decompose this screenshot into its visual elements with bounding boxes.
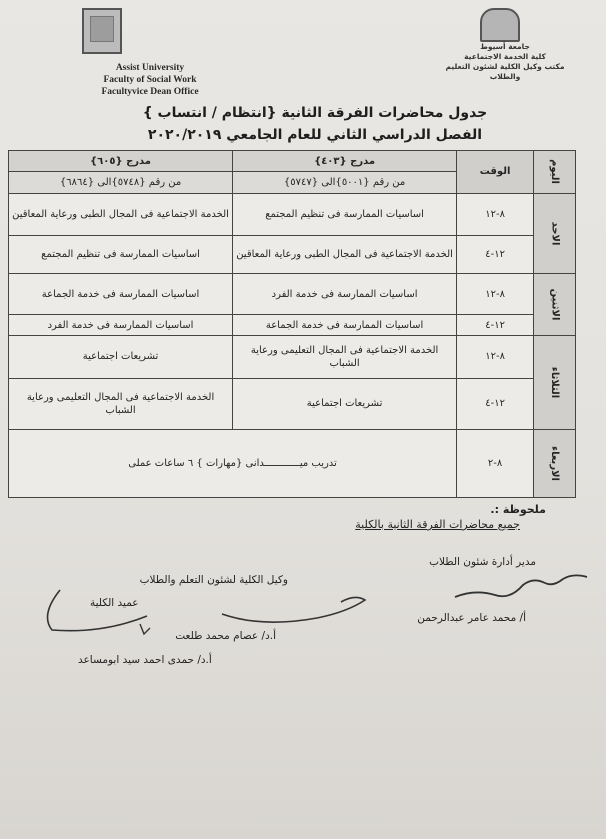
signature-students-affairs	[455, 575, 587, 597]
lecture-cell: اساسيات الممارسة فى خدمة الفرد	[9, 314, 233, 335]
english-header-line: Faculty of Social Work	[103, 75, 197, 85]
hall-b-range: من رقم {٥٧٤٨}الى {٦٨٦٤}	[9, 172, 233, 193]
english-header-line: Facultyvice Dean Office	[101, 87, 199, 97]
day-cell: الثلاثاء	[534, 336, 576, 430]
lecture-cell: اساسيات الممارسة فى خدمة الفرد	[233, 274, 457, 314]
hall-a-header: مدرج {٤٠٣}	[233, 151, 457, 172]
vice-dean-name: أ.د/ عصام محمد طلعت	[175, 630, 276, 642]
signature-vice-dean	[222, 597, 365, 622]
time-cell: ١٢-٤	[457, 314, 534, 335]
arabic-header-line: مكتب وكيل الكلية لشئون التعليم والطلاب	[445, 62, 565, 81]
dean-title: عميد الكلية	[90, 597, 139, 609]
lecture-cell: اساسيات الممارسة فى خدمة الجماعة	[233, 314, 457, 335]
time-column-header: الوقت	[457, 151, 534, 194]
hall-a-range: من رقم {٥٠٠١}الى {٥٧٤٧}	[233, 172, 457, 193]
time-cell: ١٢-٤	[457, 378, 534, 429]
semester-title: الفصل الدراسي الثاني للعام الجامعي ٢٠٢٠/٢٠١٩	[147, 127, 483, 143]
arabic-header-line: كلية الخدمة الاجتماعية	[464, 52, 546, 61]
time-cell: ٨-١٢	[457, 336, 534, 379]
schedule-title: جدول محاضرات الفرقة الثانية {انتظام / انتساب }	[142, 105, 488, 121]
day-cell: الاثنين	[534, 274, 576, 336]
students-affairs-title: مدير أدارة شئون الطلاب	[429, 556, 536, 568]
lecture-cell: الخدمة الاجتماعية فى المجال التعليمى ورعاية الشباب	[233, 336, 457, 379]
vice-dean-title: وكيل الكلية لشئون التعلم والطلاب	[139, 574, 288, 586]
lecture-cell: اساسيات الممارسة فى تنظيم المجتمع	[9, 236, 233, 274]
dean-name: أ.د/ حمدى احمد سيد ابومساعد	[78, 654, 212, 666]
time-cell: ٨-٢	[457, 429, 534, 497]
lecture-cell: الخدمة الاجتماعية فى المجال الطبى ورعاية المعاقين	[9, 193, 233, 236]
signature-dean-mark	[140, 624, 150, 634]
lecture-cell: اساسيات الممارسة فى تنظيم المجتمع	[233, 193, 457, 236]
students-affairs-name: أ/ محمد عامر عبدالرحمن	[417, 612, 526, 624]
day-cell: الاربعاء	[534, 429, 576, 497]
english-header-line: Assist University	[115, 63, 185, 73]
day-column-header: اليوم	[534, 151, 576, 194]
day-cell: الاحد	[534, 193, 576, 274]
time-cell: ٨-١٢	[457, 193, 534, 236]
note-label: ملحوظة :.	[490, 503, 546, 516]
lecture-cell: تشريعات اجتماعية	[233, 378, 457, 429]
lecture-cell: الخدمة الاجتماعية فى المجال الطبى ورعاية المعاقين	[233, 236, 457, 274]
field-training-cell: تدريب ميــــــــــــدانى {مهارات } ٦ ساعات عملى	[9, 429, 457, 497]
hall-b-header: مدرج {٦٠٥}	[9, 151, 233, 172]
signature-dean	[48, 590, 148, 631]
lecture-cell: اساسيات الممارسة فى خدمة الجماعة	[9, 274, 233, 314]
lecture-cell: الخدمة الاجتماعية فى المجال التعليمى ورعاية الشباب	[9, 378, 233, 429]
lecture-cell: تشريعات اجتماعية	[9, 336, 233, 379]
time-cell: ٨-١٢	[457, 274, 534, 314]
note-text: جميع محاضرات الفرقة الثانية بالكلية	[355, 518, 520, 531]
arabic-header-line: جامعة أسيوط	[480, 42, 530, 51]
time-cell: ١٢-٤	[457, 236, 534, 274]
